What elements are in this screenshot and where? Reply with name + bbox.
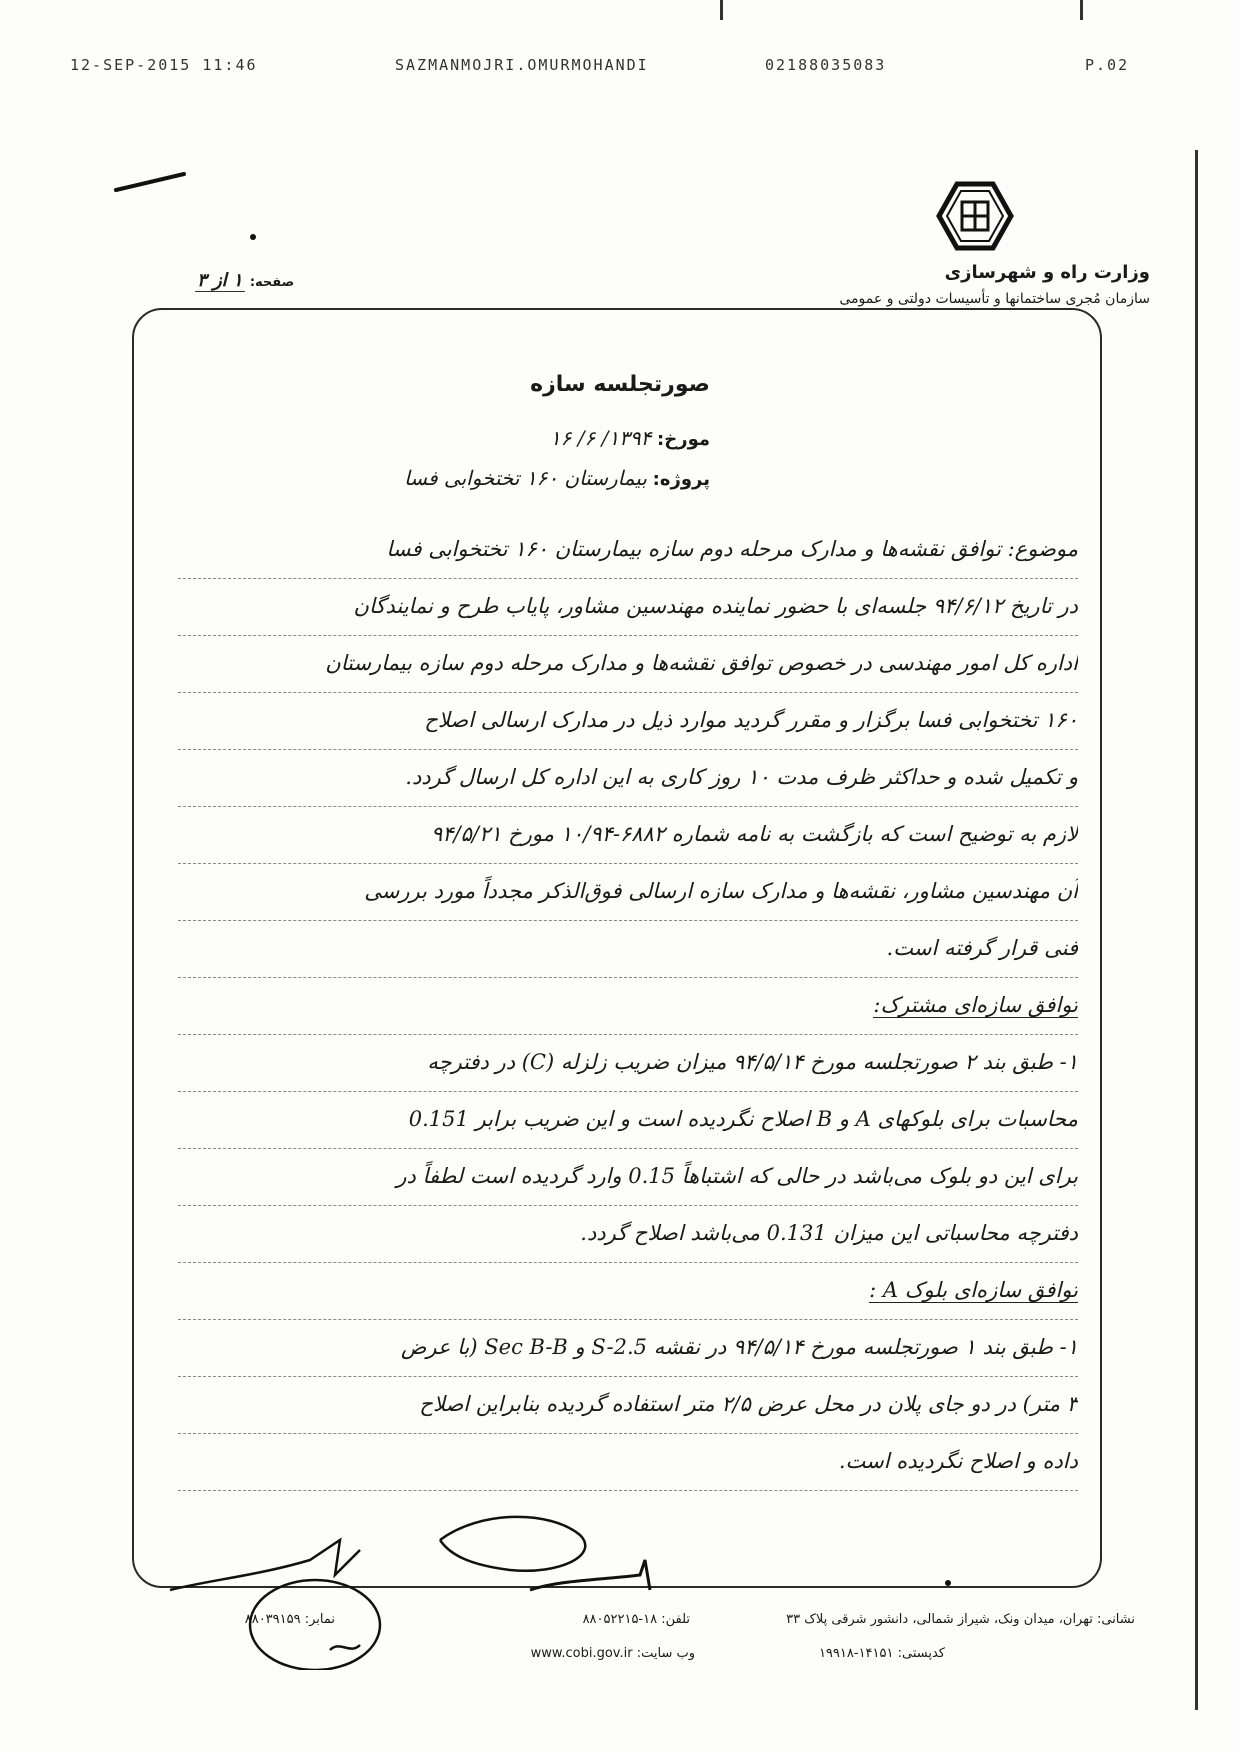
section-heading <box>178 1263 1078 1320</box>
fax-sender: SAZMANMOJRI.OMURMOHANDI <box>395 56 649 74</box>
footer-address: نشانی: تهران، میدان ونک، شیراز شمالی، دانشور شرقی پلاک ۳۳ <box>786 1612 1135 1627</box>
body-line: لازم به توضیح است که بازگشت به نامه شماره ۶۸۸۲-۱۰/۹۴ مورخ ۹۴/۵/۲۱ <box>178 807 1078 864</box>
date-field <box>550 426 710 450</box>
letterhead <box>839 262 1150 307</box>
body-line: فنی قرار گرفته است. <box>178 921 1078 978</box>
body-line: اداره کل امور مهندسی در خصوص توافق نقشه‌ها و مدارک مرحله دوم سازه بیمارستان <box>178 636 1078 693</box>
page-number <box>195 270 294 291</box>
signature-mark <box>530 1560 650 1590</box>
body-line: برای این دو بلوک می‌باشد در حالی که اشتباهاً 0.15 وارد گردیده است لطفاً در <box>178 1149 1078 1206</box>
project-field <box>404 466 710 490</box>
page-value: ۱ از ۳ <box>197 270 243 291</box>
footer-fax: نمابر: ۸۸۰۳۹۱۵۹ <box>244 1612 335 1627</box>
scan-tick <box>720 0 723 20</box>
date-label: مورخ: <box>657 429 710 450</box>
body-line: و تکمیل شده و حداکثر ظرف مدت ۱۰ روز کاری به این اداره کل ارسال گردد. <box>178 750 1078 807</box>
section-heading-text: توافق سازه‌ای بلوک A : <box>869 1278 1078 1302</box>
body-line: محاسبات برای بلوکهای A و B اصلاح نگردیده است و این ضریب برابر 0.151 <box>178 1092 1078 1149</box>
project-label: پروژه: <box>652 469 710 490</box>
signature-loop <box>440 1517 585 1571</box>
form-title: صورتجلسه سازه <box>530 372 710 397</box>
ministry-name: وزارت راه و شهرسازی <box>944 262 1150 283</box>
fax-datetime: 12-SEP-2015 11:46 <box>70 56 258 74</box>
pen-stroke <box>112 168 192 198</box>
ministry-logo <box>935 180 1015 252</box>
body-line: موضوع: توافق نقشه‌ها و مدارک مرحله دوم سازه بیمارستان ۱۶۰ تختخوابی فسا <box>178 522 1078 579</box>
organization-name: سازمان مُجری ساختمانها و تأسیسات دولتی و عمومی <box>839 291 1150 307</box>
scan-tick <box>1080 0 1083 20</box>
ink-dot <box>250 234 256 240</box>
project-value: بیمارستان ۱۶۰ تختخوابی فسا <box>404 466 647 490</box>
page-label: صفحه: <box>249 275 295 290</box>
fax-page: P.02 <box>1085 56 1130 74</box>
body-line: آن مهندسین مشاور، نقشه‌ها و مدارک سازه ارسالی فوق‌الذکر مجدداً مورد بررسی <box>178 864 1078 921</box>
fax-header <box>70 56 1150 76</box>
footer-postal-code: کدپستی: ۱۴۱۵۱-۱۹۹۱۸ <box>818 1646 945 1661</box>
body-line: ۱۶۰ تختخوابی فسا برگزار و مقرر گردید موارد ذیل در مدارک ارسالی اصلاح <box>178 693 1078 750</box>
date-value: ۱۳۹۴/ ۶/ ۱۶ <box>549 426 652 450</box>
body-line: ۳ متر) در دو جای پلان در محل عرض ۲/۵ متر استفاده گردیده بنابراین اصلاح <box>178 1377 1078 1434</box>
body-line: دفترچه محاسباتی این میزان 0.131 می‌باشد اصلاح گردد. <box>178 1206 1078 1263</box>
section-heading <box>178 978 1078 1035</box>
letterhead-footer <box>160 1612 1140 1672</box>
body-line: ۱- طبق بند ۲ صورتجلسه مورخ ۹۴/۵/۱۴ میزان ضریب زلزله (C) در دفترچه <box>178 1035 1078 1092</box>
body-line: داده و اصلاح نگردیده است. <box>178 1434 1078 1491</box>
footer-phone: تلفن: ۱۸-۸۸۰۵۲۲۱۵ <box>582 1612 690 1627</box>
footer-website: وب سایت: www.cobi.gov.ir <box>530 1646 695 1661</box>
body-line: ۱- طبق بند ۱ صورتجلسه مورخ ۹۴/۵/۱۴ در نقشه S-2.5 و Sec B-B (با عرض <box>178 1320 1078 1377</box>
handwritten-body <box>178 522 1078 1491</box>
body-line: در تاریخ ۹۴/۶/۱۲ جلسه‌ای با حضور نماینده مهندسین مشاور، پایاب طرح و نمایندگان <box>178 579 1078 636</box>
fax-number: 02188035083 <box>765 56 887 74</box>
section-heading-text: توافق سازه‌ای مشترک: <box>873 993 1078 1017</box>
